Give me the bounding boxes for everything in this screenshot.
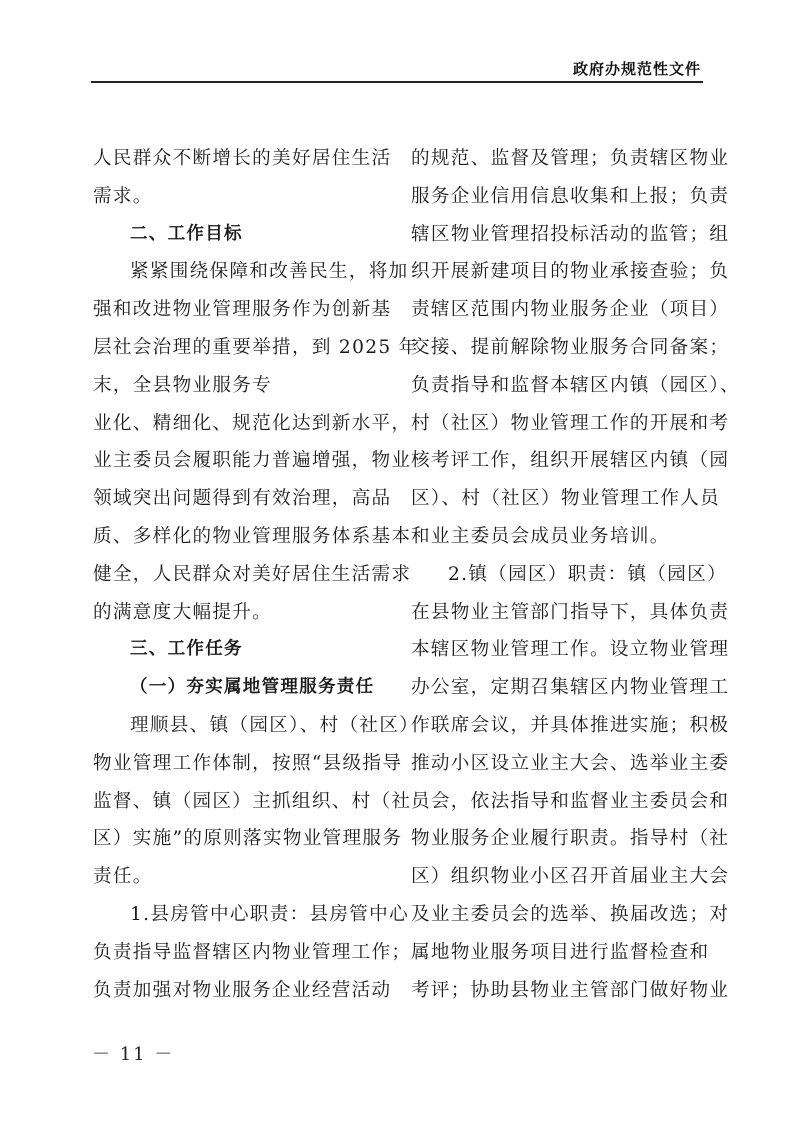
text-line: 层社会治理的重要举措，到 2025 年 [93,336,419,358]
text-line: 人民群众不断增长的美好居住生活 [93,148,392,169]
text-line: 本辖区物业管理工作。设立物业管理 [411,639,730,661]
text-line: 及业主委员会的选举、换届改选；对 [411,903,730,925]
text-line: 2.镇（园区）职责：镇（园区） [448,563,727,585]
text-line: 办公室，定期召集辖区内物业管理工 [411,677,730,699]
text-line: 物业管理工作体制，按照“县级指导 [93,752,403,774]
right-text-column [411,140,740,1009]
text-line: 属地物业服务项目进行监督检查和 [411,941,710,963]
section-heading-tasks: 三、工作任务 [130,639,243,660]
text-line: 在县物业主管部门指导下，具体负责 [411,601,730,623]
text-line: 责辖区范围内物业服务企业（项目） [411,299,730,321]
text-line: 推动小区设立业主大会、选举业主委 [411,752,730,774]
text-line: 区）组织物业小区召开首届业主大会 [411,866,730,888]
text-line: 1.县房管中心职责：县房管中心 [130,903,409,925]
text-line: 健全，人民群众对美好居住生活需求 [93,563,412,585]
text-line: 区）实施”的原则落实物业管理服务 [93,828,403,850]
text-line: 业化、精细化、规范化达到新水平， [93,412,412,434]
section-heading-goals: 二、工作目标 [130,223,243,244]
text-line: 负责指导和监督本辖区内镇（园区）、 [411,374,740,396]
text-line: 末，全县物业服务专 [93,374,273,396]
text-line: 需求。 [93,185,153,207]
text-line: 的满意度大幅提升。 [93,601,273,623]
text-line: 质、多样化的物业管理服务体系基本 [93,525,412,547]
text-line: 考评；协助县物业主管部门做好物业 [411,979,730,1001]
text-line: 员会，依法指导和监督业主委员会和 [411,790,730,812]
subsection-heading: （一）夯实属地管理服务责任 [130,677,375,698]
page-number: － 11 － [92,1044,175,1065]
text-line: 业主委员会履职能力普遍增强，物业 [93,450,412,472]
text-line: 村（社区）物业管理工作的开展和考 [411,412,730,434]
text-line: 负责指导监督辖区内物业管理工作； [93,941,412,963]
document-category-label: 政府办规范性文件 [572,60,701,78]
text-line: 监督、镇（园区）主抓组织、村（社 [93,790,412,812]
text-line: 交接、提前解除物业服务合同备案； [411,336,730,358]
text-line: 的规范、监督及管理；负责辖区物业 [411,148,730,169]
text-line: 织开展新建项目的物业承接查验；负 [411,261,730,283]
text-line: 作联席会议，并具体推进实施；积极 [411,714,730,736]
text-line: 紧紧围绕保障和改善民生，将加 [130,261,409,283]
left-text-column [93,140,420,1009]
text-line: 和业主委员会成员业务培训。 [411,525,670,547]
text-line: 领域突出问题得到有效治理，高品 [93,488,392,510]
text-line: 核考评工作，组织开展辖区内镇（园 [411,450,730,472]
text-line: 辖区物业管理招投标活动的监管；组 [411,223,730,245]
text-line: 强和改进物业管理服务作为创新基 [93,299,392,321]
text-line: 负责加强对物业服务企业经营活动 [93,979,392,1001]
text-line: 服务企业信用信息收集和上报；负责 [411,185,730,207]
text-line: 责任。 [93,866,153,888]
text-line: 理顺县、镇（园区）、村（社区） [130,714,420,736]
header-divider [91,81,703,83]
text-line: 区）、村（社区）物业管理工作人员 [411,488,721,510]
text-line: 物业服务企业履行职责。指导村（社 [411,828,730,850]
